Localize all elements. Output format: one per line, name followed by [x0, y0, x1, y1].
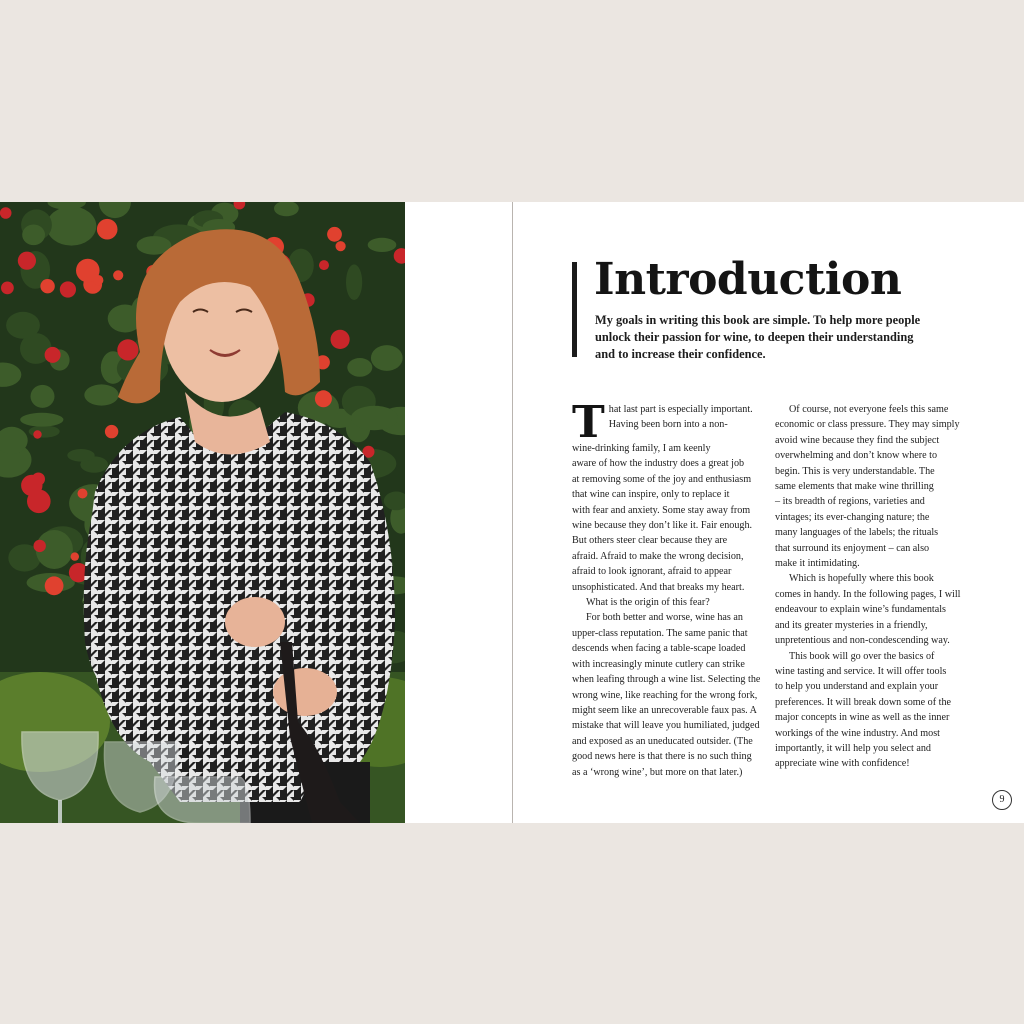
body-line: that surround its enjoyment – can also: [775, 542, 930, 554]
body-line: as a ‘wrong wine’, but more on that later.): [572, 766, 743, 778]
body-line: – its breadth of regions, varieties and: [775, 496, 925, 508]
body-line: afraid. Afraid to make the wrong decision,: [572, 550, 744, 562]
body-line: when leafing through a wine list. Selecting the: [572, 674, 761, 686]
body-line: wine-drinking family, I am keenly: [572, 443, 711, 454]
body-line: descends when facing a table-scape loaded: [572, 643, 746, 655]
body-paragraph: [572, 595, 772, 610]
body-paragraph: [775, 649, 975, 772]
body-line: at removing some of the joy and enthusiasm: [572, 473, 752, 485]
body-line: with fear and anxiety. Some stay away from: [572, 504, 751, 516]
body-line: But others steer clear because they are: [572, 535, 728, 547]
body-column-1: [572, 397, 772, 780]
body-line: vintages; its ever-changing nature; the: [775, 511, 930, 523]
body-line: endeavour to explain wine’s fundamentals: [775, 604, 946, 616]
right-page: [513, 202, 1024, 823]
body-line: comes in handy. In the following pages, I will: [775, 588, 961, 600]
body-line: Of course, not everyone feels this same: [789, 404, 949, 415]
body-line: unpretentious and non-condescending way.: [775, 635, 950, 647]
body-line: good news here is that there is no such thing: [572, 751, 752, 763]
body-line: appreciate wine with confidence!: [775, 758, 910, 770]
body-line: Which is hopefully where this book: [789, 573, 934, 585]
body-line: wrong wine, like reaching for the wrong fork,: [572, 689, 758, 701]
body-line: For both better and worse, wine has an: [586, 612, 743, 624]
body-paragraph: [572, 397, 772, 595]
body-line: and exposed as an uneducated outsider. (The: [572, 735, 753, 747]
body-line: aware of how the industry does a great job: [572, 458, 745, 470]
intro-line: My goals in writing this book are simple. To help more people: [595, 313, 921, 327]
body-line: overwhelming and don’t know where to: [775, 450, 938, 462]
body-line: wine because they don’t like it. Fair enough.: [572, 520, 753, 532]
body-line: hat last part is especially important.: [608, 404, 753, 415]
body-line: that wine can inspire, only to replace it: [572, 489, 730, 501]
body-paragraph: [775, 402, 975, 571]
body-line: workings of the wine industry. And most: [775, 727, 940, 739]
body-line: begin. This is very understandable. The: [775, 465, 935, 477]
body-line: Having been born into a non-: [608, 419, 728, 431]
intro-line: and to increase their confidence.: [595, 347, 766, 361]
body-line: with increasingly minute cutlery can strike: [572, 658, 745, 670]
author-photo: [0, 202, 405, 823]
body-line: upper-class reputation. The same panic that: [572, 627, 748, 639]
page-number: 9: [992, 790, 1012, 810]
title-rule: [572, 262, 577, 357]
body-line: same elements that make wine thrilling: [775, 481, 934, 493]
body-paragraph: [775, 571, 975, 648]
intro-paragraph: [595, 312, 930, 363]
body-paragraph: [572, 610, 772, 779]
body-line: preferences. It will break down some of the: [775, 696, 951, 708]
body-column-2: [775, 402, 975, 772]
page-title: Introduction: [594, 254, 902, 305]
body-line: to help you understand and explain your: [775, 681, 939, 693]
body-line: importantly, it will help you select and: [775, 742, 931, 754]
body-line: and its greater mysteries in a friendly,: [775, 619, 928, 631]
body-line: economic or class pressure. They may simply: [775, 419, 960, 431]
intro-line: unlock their passion for wine, to deepen their understanding: [595, 330, 914, 344]
body-line: unsophisticated. And that breaks my heart.: [572, 581, 745, 593]
body-line: What is the origin of this fear?: [586, 597, 710, 609]
body-line: afraid to look ignorant, afraid to appear: [572, 566, 732, 578]
body-line: many languages of the labels; the rituals: [775, 527, 939, 539]
body-line: might seem like an unrecoverable faux pas. A: [572, 704, 757, 716]
body-line: make it intimidating.: [775, 558, 860, 570]
drop-cap: T: [572, 397, 605, 448]
body-line: wine tasting and service. It will offer tools: [775, 665, 947, 677]
body-line: mistake that will leave you humiliated, judged: [572, 720, 760, 732]
left-page-margin: [405, 202, 512, 823]
body-line: avoid wine because they find the subject: [775, 434, 940, 446]
body-line: major concepts in wine as well as the inner: [775, 712, 950, 724]
book-spread: [0, 202, 1024, 823]
body-line: This book will go over the basics of: [789, 650, 935, 662]
